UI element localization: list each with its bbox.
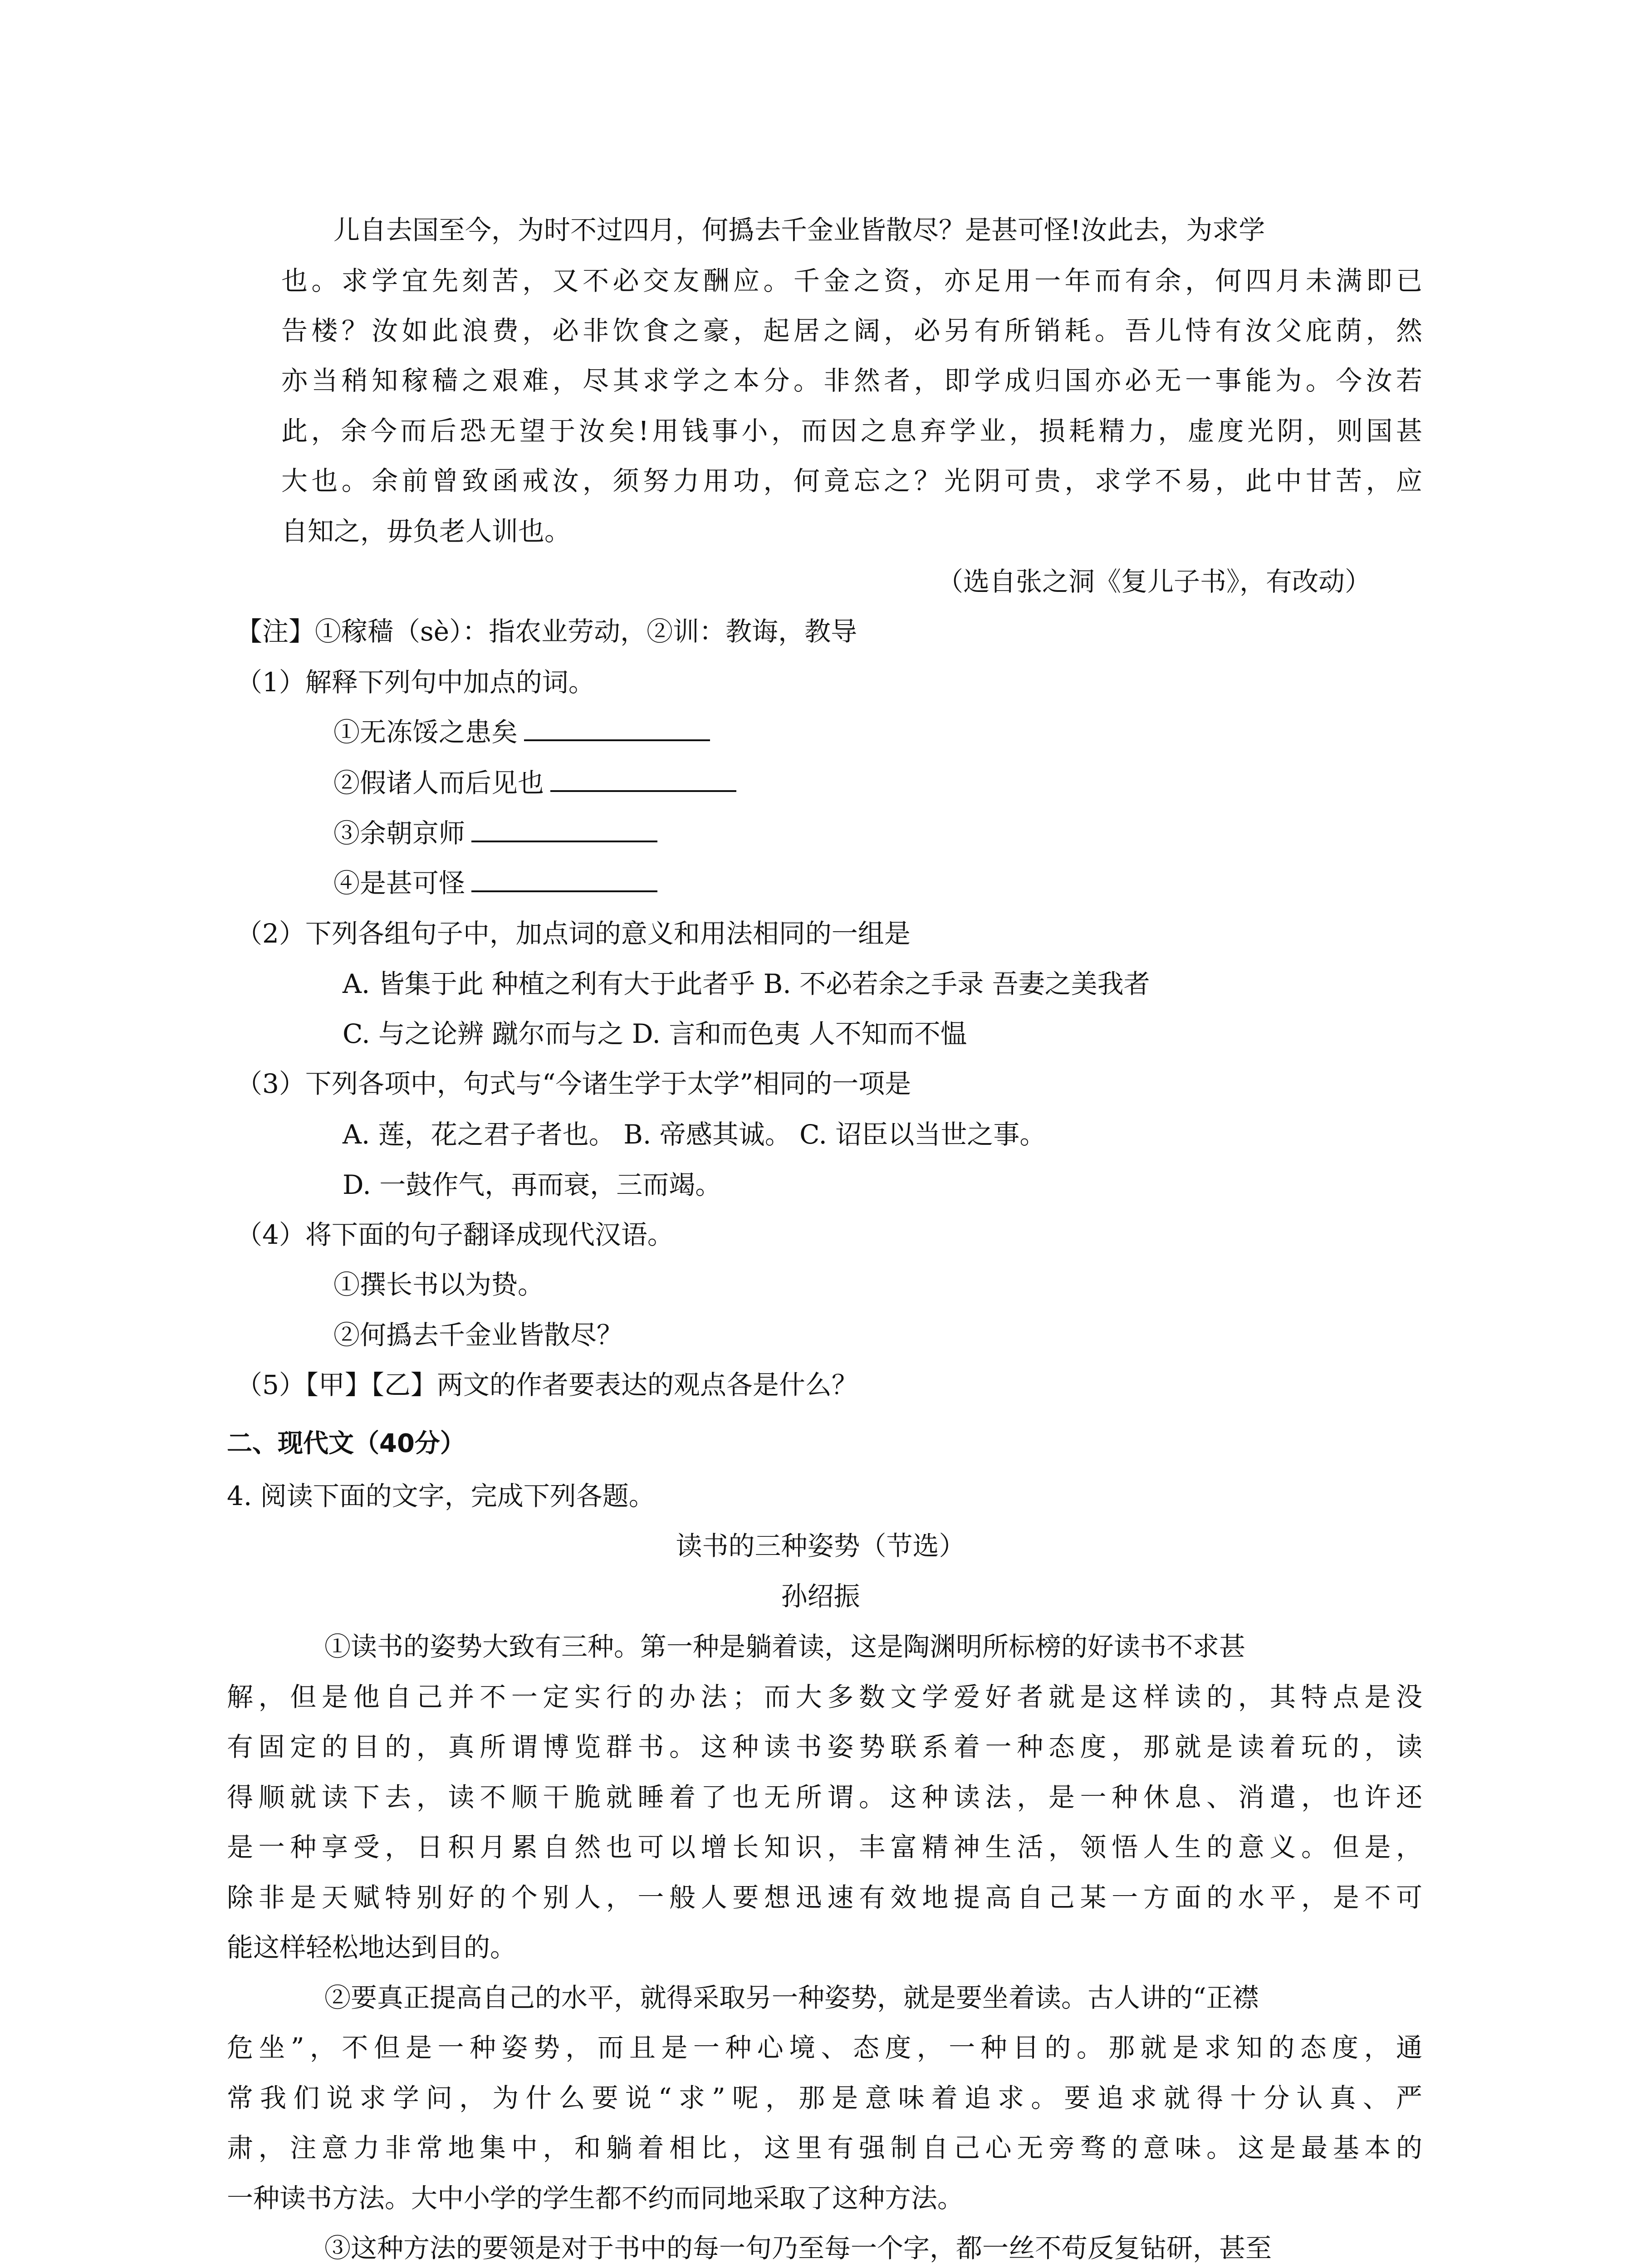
question-3-stem: （3）下列各项中，句式与“今诸生学于太学”相同的一项是: [236, 1068, 911, 1099]
article-title: 读书的三种姿势（节选）: [676, 1530, 965, 1561]
question-4-item: ②何撝去千金业皆散尽？: [333, 1320, 623, 1350]
question-1-stem: （1）解释下列句中加点的词。: [236, 667, 595, 698]
answer-blank[interactable]: [471, 890, 657, 892]
question-3-options: A. 莲，花之君子者也。 B. 帝感其诚。 C. 诏臣以当世之事。: [343, 1119, 1046, 1150]
passage-line: 告楼？汝如此浪费，必非饮食之豪，起居之阔，必另有所销耗。吾儿恃有汝父庇荫，然: [281, 315, 1422, 346]
passage-line: 也。求学宜先刻苦，又不必交友酬应。千金之资，亦足用一年而有余，何四月未满即已: [281, 265, 1422, 296]
question-1-item: ③余朝京师: [333, 820, 657, 846]
article-line: 肃，注意力非常地集中，和躺着相比，这里有强制自己心无旁骛的意味。这是最基本的: [227, 2132, 1422, 2163]
question-4-item: ①撰长书以为贽。: [333, 1269, 544, 1300]
article-line: ①读书的姿势大致有三种。第一种是躺着读，这是陶渊明所标榜的好读书不求甚: [324, 1631, 1246, 1662]
question-1-item: ④是甚可怪: [333, 870, 657, 896]
passage-note: 【注】①稼穑（sè）：指农业劳动，②训：教诲，教导: [236, 616, 857, 647]
article-line: 得顺就读下去，读不顺干脆就睡着了也无所谓。这种读法，是一种休息、消遣，也许还: [227, 1782, 1422, 1813]
passage-line: 此，余今而后恐无望于汝矣!用钱事小，而因之息弃学业，损耗精力，虚度光阴，则国甚: [281, 415, 1422, 446]
article-line: 除非是天赋特别好的个别人，一般人要想迅速有效地提高自己某一方面的水平，是不可: [227, 1882, 1422, 1913]
passage-line: 自知之，毋负老人训也。: [281, 516, 571, 547]
article-line: ③这种方法的要领是对于书中的每一句乃至每一个字，都一丝不苟反复钻研，甚至: [324, 2233, 1272, 2263]
article-line: 是一种享受，日积月累自然也可以增长知识，丰富精神生活，领悟人生的意义。但是，: [227, 1832, 1422, 1862]
question-1-item: ②假诸人而后见也: [333, 770, 736, 796]
question-2-options: C. 与之论辨 蹴尔而与之 D. 言和而色夷 人不知而不愠: [343, 1018, 967, 1049]
passage-line: 亦当稍知稼穑之艰难，尽其求学之本分。非然者，即学成归国亦必无一事能为。今汝若: [281, 365, 1422, 396]
passage-source: （选自张之洞《复儿子书》，有改动）: [937, 566, 1372, 597]
article-line: 一种读书方法。大中小学的学生都不约而同地采取了这种方法。: [227, 2183, 964, 2214]
article-line: 危坐”，不但是一种姿势，而且是一种心境、态度，一种目的。那就是求知的态度，通: [227, 2032, 1422, 2063]
answer-blank[interactable]: [471, 841, 657, 842]
section-heading: 二、现代文（40分）: [227, 1429, 465, 1458]
article-line: 能这样轻松地达到目的。: [227, 1932, 517, 1963]
question-4-stem: （4）将下面的句子翻译成现代汉语。: [236, 1219, 674, 1250]
question-1-item: ①无冻馁之患矣: [333, 719, 710, 745]
answer-blank[interactable]: [550, 790, 736, 792]
article-line: 解，但是他自己并不一定实行的办法；而大多数文学爱好者就是这样读的，其特点是没: [227, 1681, 1422, 1712]
article-author: 孙绍振: [781, 1581, 860, 1612]
question-2-stem: （2）下列各组句子中，加点词的意义和用法相同的一组是: [236, 918, 911, 949]
question-3-options: D. 一鼓作气，再而衰，三而竭。: [343, 1169, 722, 1200]
question-4-instruction: 4. 阅读下面的文字，完成下列各题。: [227, 1481, 655, 1511]
passage-line: 大也。余前曾致函戒汝，须努力用功，何竟忘之？光阴可贵，求学不易，此中甘苦，应: [281, 465, 1422, 496]
answer-blank[interactable]: [524, 739, 710, 741]
question-5-stem: （5）【甲】【乙】两文的作者要表达的观点各是什么？: [236, 1369, 858, 1400]
article-line: ②要真正提高自己的水平，就得采取另一种姿势，就是要坐着读。古人讲的“正襟: [324, 1982, 1259, 2013]
article-line: 有固定的目的，真所谓博览群书。这种读书姿势联系着一种态度，那就是读着玩的，读: [227, 1731, 1422, 1762]
passage-line: 儿自去国至今，为时不过四月，何撝去千金业皆散尽？是甚可怪!汝此去，为求学: [333, 215, 1265, 245]
question-2-options: A. 皆集于此 种植之利有大于此者乎 B. 不必若余之手录 吾妻之美我者: [343, 968, 1150, 999]
article-line: 常我们说求学问，为什么要说“求”呢，那是意味着追求。要追求就得十分认真、严: [227, 2082, 1422, 2113]
